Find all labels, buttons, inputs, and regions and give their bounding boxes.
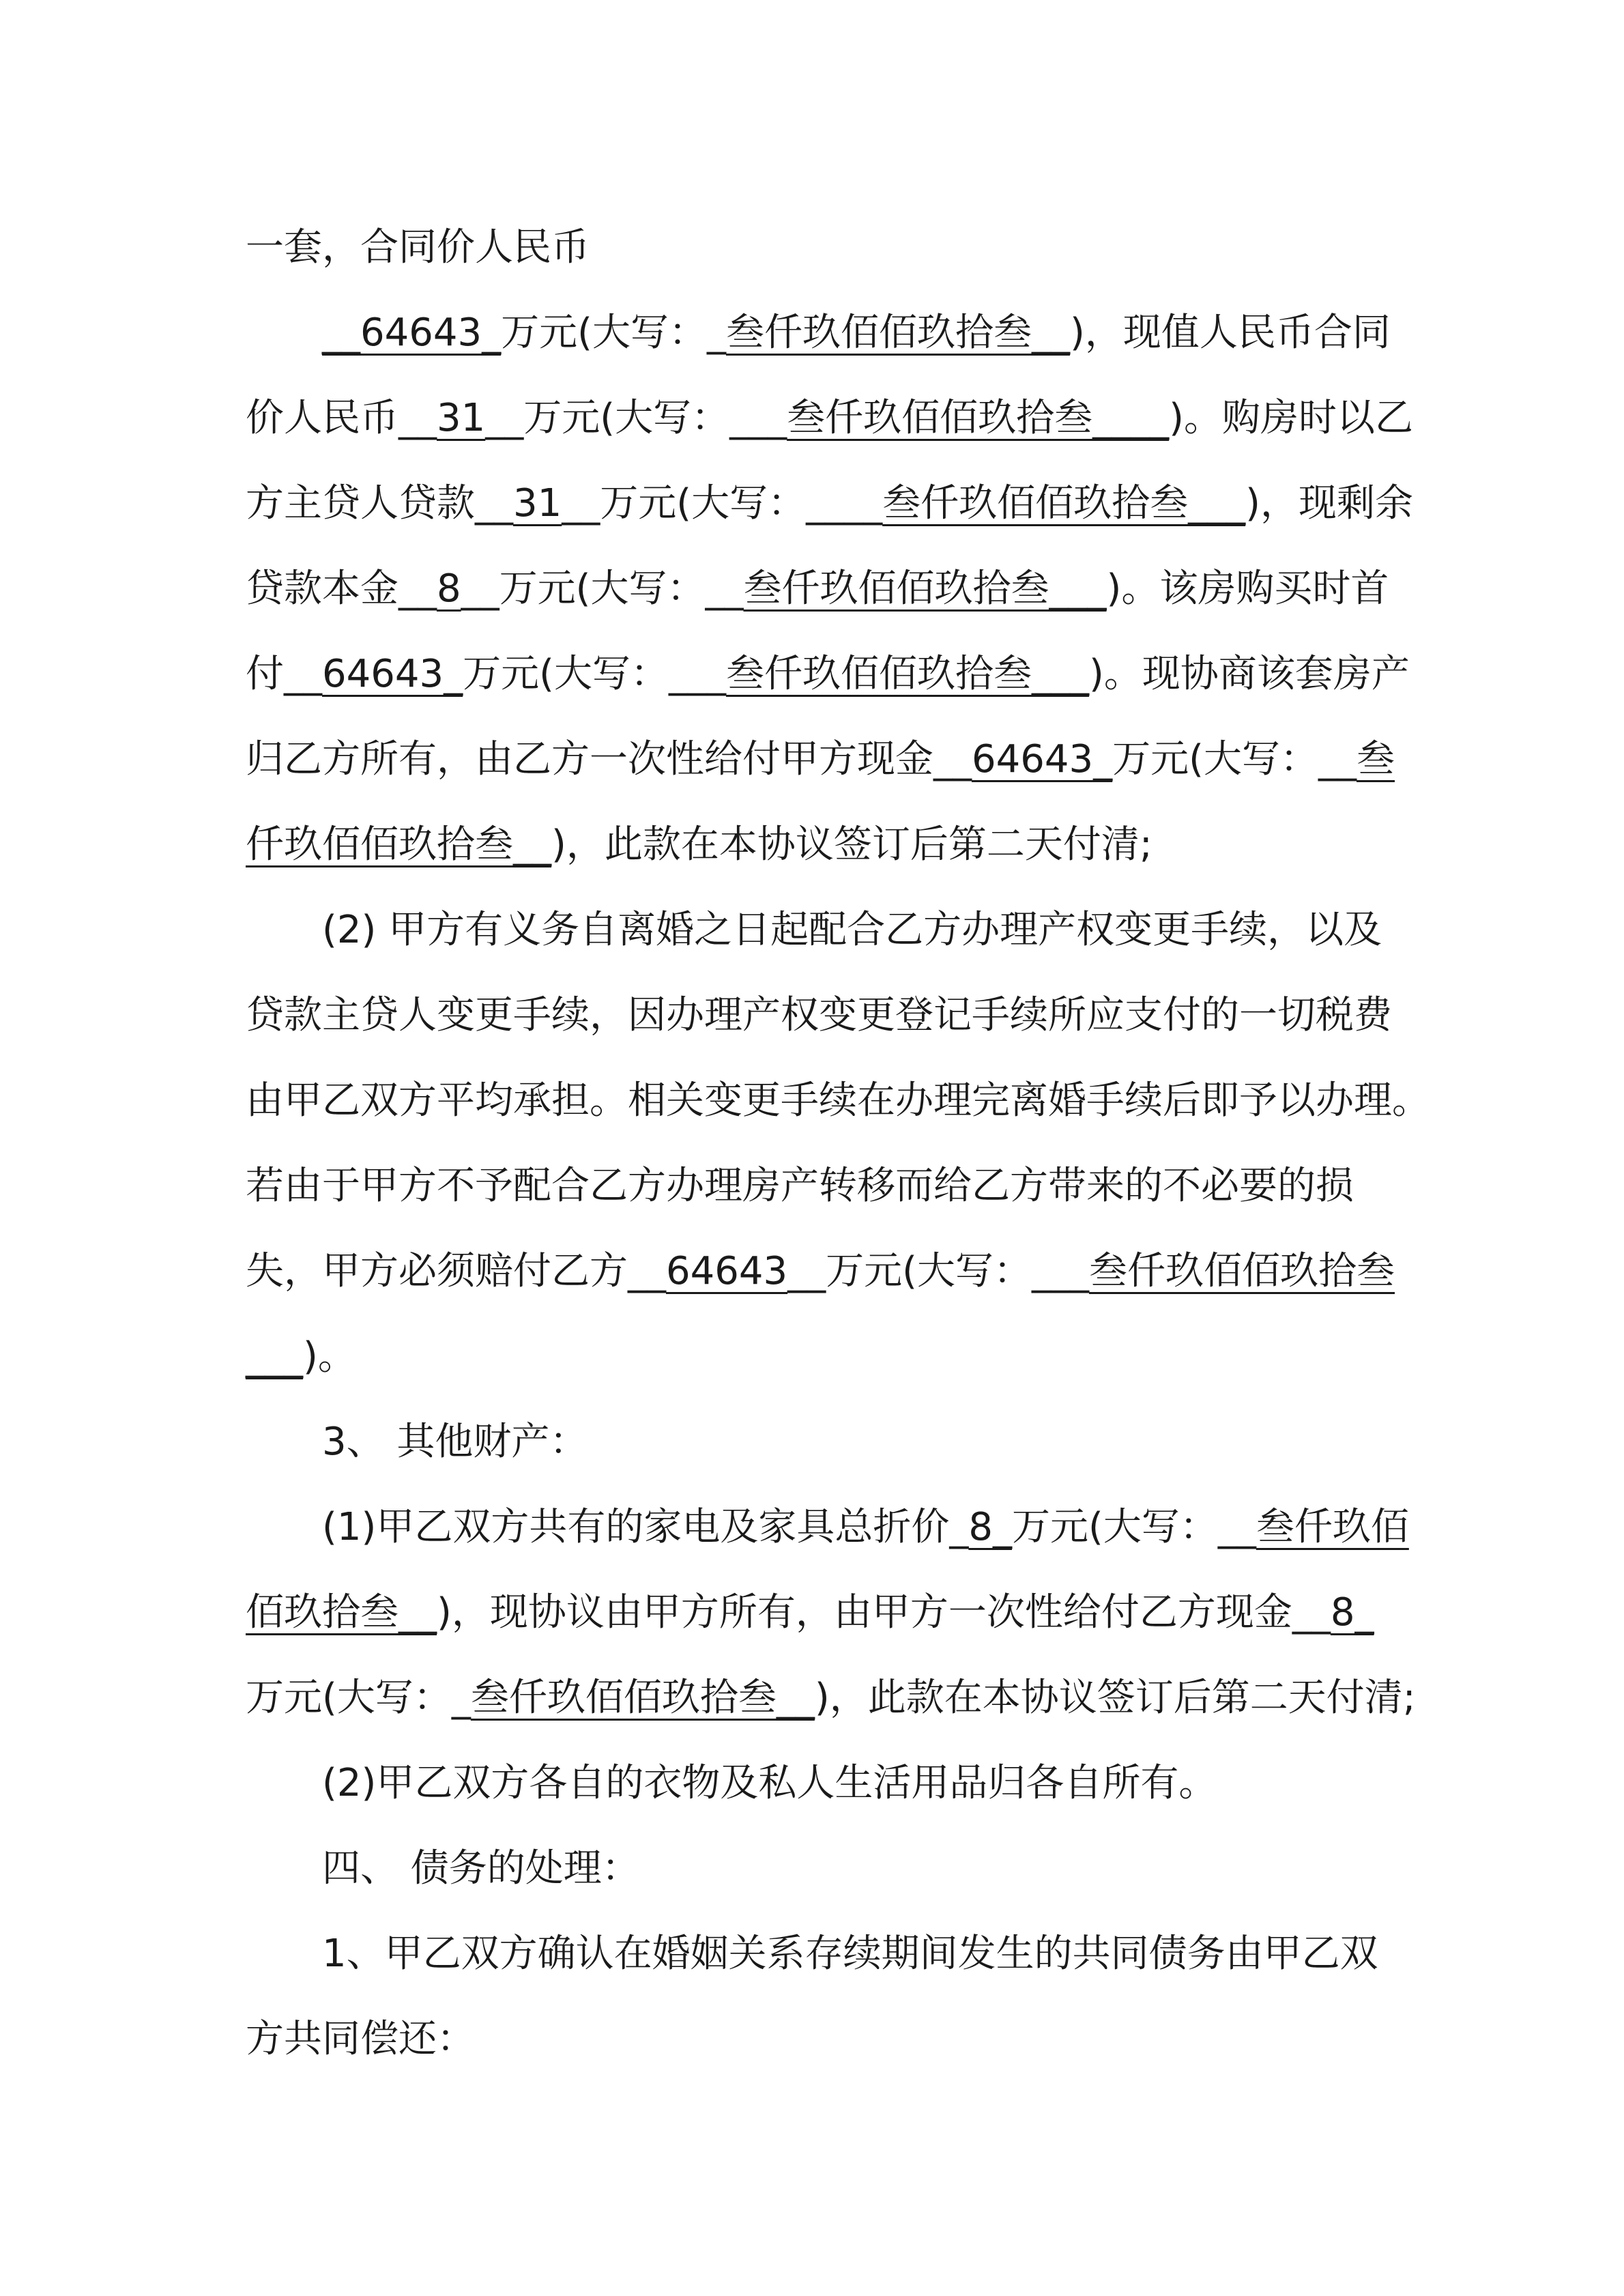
- text-segment: 四、 债务的处理：: [322, 1846, 640, 1891]
- document-body: [246, 205, 1430, 2082]
- text-segment: )，现值人民币合同: [1070, 311, 1391, 355]
- underlined-fill-text: 64643_: [972, 737, 1113, 781]
- underlined-fill-text: 8: [437, 566, 461, 611]
- text-segment: 归乙方所有，由乙方一次性给付甲方现金__: [246, 737, 972, 781]
- text-segment: (2)甲乙双方各自的衣物及私人生活用品归各自所有。: [322, 1761, 1217, 1805]
- text-segment: 万元(大写：_: [246, 1676, 471, 1720]
- text-segment: )。该房购买时首: [1106, 566, 1389, 611]
- text-line: [246, 375, 1413, 461]
- text-segment: )，现剩余: [1245, 481, 1413, 526]
- text-line: [246, 1399, 1378, 1484]
- text-line: [246, 887, 1382, 973]
- underlined-fill-text: 8_: [1330, 1590, 1374, 1635]
- text-segment: 方主贷人贷款__: [246, 481, 513, 526]
- text-line: [246, 973, 1392, 1058]
- text-segment: __万元(大写：___: [787, 1249, 1090, 1293]
- underlined-fill-text: 8_: [968, 1505, 1012, 1549]
- text-segment: 万元(大写：___: [463, 652, 727, 696]
- text-line: [246, 1484, 1409, 1570]
- underlined-fill-text: 叁仟玖佰佰玖拾叁____: [787, 396, 1170, 440]
- text-segment: 贷款本金__: [246, 566, 437, 611]
- text-segment: )。现协商该套房产: [1089, 652, 1410, 696]
- underlined-fill-text: 叁仟玖佰佰玖拾叁: [1089, 1249, 1395, 1293]
- text-line: [246, 1570, 1378, 1655]
- underlined-fill-text: 31: [513, 481, 562, 526]
- underlined-fill-text: 64643_: [322, 652, 463, 696]
- text-segment: 万元(大写：_: [501, 311, 727, 355]
- underlined-fill-text: 叁仟玖佰佰玖拾叁___: [726, 652, 1090, 696]
- text-line: [246, 631, 1410, 717]
- text-segment: 方共同偿还：: [246, 2017, 475, 2061]
- text-line: [246, 1143, 1378, 1229]
- text-segment: )，现协议由甲方所有，由甲方一次性给付乙方现金__: [437, 1590, 1331, 1635]
- underlined-fill-text: 佰玖拾叁__: [246, 1590, 437, 1635]
- text-segment: 由甲乙双方平均承担。相关变更手续在办理完离婚手续后即予以办理。: [246, 1078, 1430, 1123]
- underlined-fill-text: __64643_: [322, 311, 502, 355]
- underlined-fill-text: 64643: [666, 1249, 788, 1293]
- text-segment: (1)甲乙双方共有的家电及家具总折价_: [322, 1505, 969, 1549]
- underlined-fill-text: 叁仟玖佰: [1256, 1505, 1409, 1549]
- text-line: [246, 1058, 1430, 1143]
- text-segment: 1、甲乙双方确认在婚姻关系存续期间发生的共同债务由甲乙双: [322, 1932, 1378, 1976]
- text-line: [246, 1911, 1378, 1996]
- text-segment: 若由于甲方不予配合乙方办理房产转移而给乙方带来的不必要的损: [246, 1164, 1354, 1208]
- text-segment: 万元(大写：__: [1011, 1505, 1256, 1549]
- underlined-fill-text: 叁仟玖佰佰玖拾叁__: [470, 1676, 815, 1720]
- text-line: [246, 290, 1391, 375]
- underlined-fill-text: 仟玖佰佰玖拾叁__: [246, 822, 551, 867]
- underlined-fill-text: 叁仟玖佰佰玖拾叁___: [882, 481, 1246, 526]
- text-segment: 3、 其他财产：: [322, 1420, 588, 1464]
- text-segment: )，此款在本协议签订后第二天付清;: [551, 822, 1152, 867]
- text-segment: 付__: [246, 652, 322, 696]
- text-line: [246, 1655, 1416, 1740]
- text-segment: )。: [303, 1334, 356, 1379]
- text-segment: 失，甲方必须赔付乙方__: [246, 1249, 666, 1293]
- text-segment: __万元(大写：__: [461, 566, 744, 611]
- text-line: [246, 546, 1389, 631]
- text-segment: 价人民币__: [246, 396, 437, 440]
- text-segment: (2) 甲方有义务自离婚之日起配合乙方办理产权变更手续，以及: [322, 908, 1382, 952]
- text-segment: 万元(大写：__: [1112, 737, 1357, 781]
- text-line: [246, 1826, 1378, 1911]
- text-segment: )。购房时以乙: [1169, 396, 1413, 440]
- underlined-fill-text: 叁仟玖佰佰玖拾叁___: [743, 566, 1107, 611]
- text-segment: __万元(大写：___: [485, 396, 787, 440]
- text-line: [246, 461, 1413, 546]
- text-segment: )，此款在本协议签订后第二天付清;: [814, 1676, 1416, 1720]
- text-line: [246, 717, 1395, 802]
- text-line: [246, 1996, 1378, 2082]
- text-line: [246, 1229, 1395, 1314]
- text-segment: 贷款主贷人变更手续，因办理产权变更登记手续所应支付的一切税费: [246, 993, 1392, 1037]
- text-segment: __万元(大写：____: [562, 481, 883, 526]
- text-segment: 一套，合同价人民币: [246, 225, 590, 270]
- text-line: [246, 205, 1378, 290]
- underlined-fill-text: 叁: [1357, 737, 1395, 781]
- underlined-fill-text: ___: [246, 1334, 303, 1379]
- text-line: [246, 1740, 1378, 1826]
- text-line: [246, 802, 1378, 887]
- text-line: [246, 1314, 1378, 1399]
- underlined-fill-text: 叁仟玖佰佰玖拾叁__: [726, 311, 1071, 355]
- underlined-fill-text: 31: [437, 396, 486, 440]
